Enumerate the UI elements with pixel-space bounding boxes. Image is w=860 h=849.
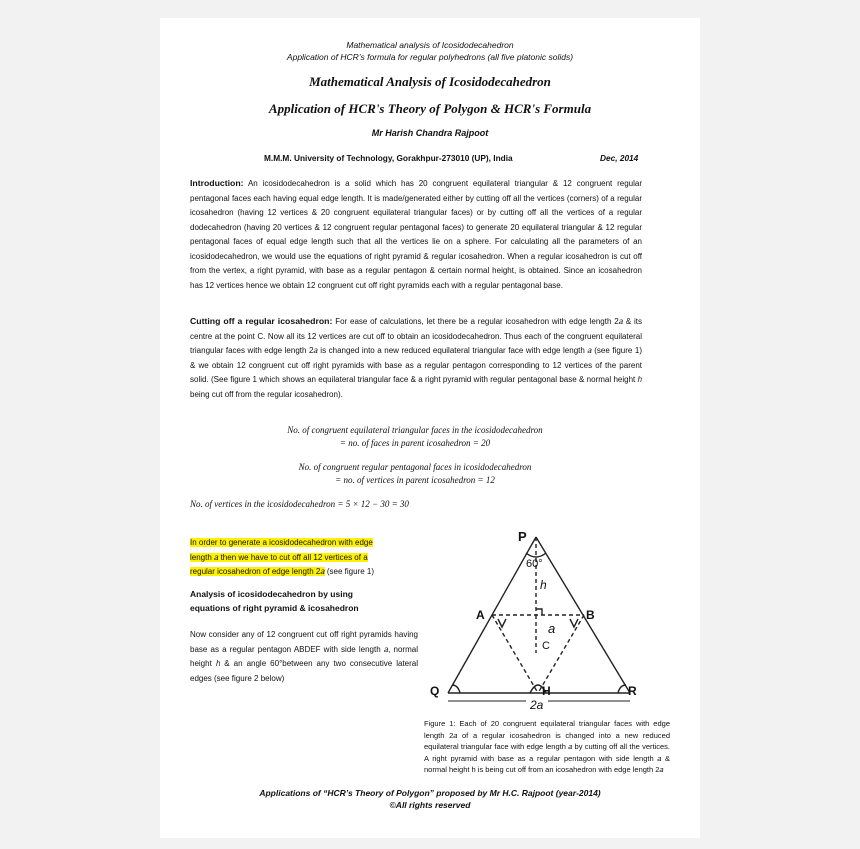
- document-page: [160, 18, 700, 838]
- highlight-line1: In order to generate a icosidodecahedron with edge: [190, 538, 373, 547]
- cut-line-bh: [538, 615, 584, 693]
- label-a-length: a: [548, 621, 556, 636]
- analysis-heading: [190, 587, 418, 615]
- angle-b-mark: [570, 619, 578, 627]
- figure-1: [426, 523, 640, 713]
- equation-1-line2: = no. of faces in parent icosahedron = 20: [339, 438, 491, 448]
- paper-title: Mathematical Analysis of Icosidodecahedron: [309, 74, 551, 89]
- label-h-vertex: H: [542, 684, 551, 698]
- footer-line1: Applications of “HCR’s Theory of Polygon” proposed by Mr H.C. Rajpoot (year-2014): [259, 788, 601, 798]
- highlight-line2: length 𝑎 then we have to cut off all 12 vertices of a: [190, 552, 368, 562]
- equation-1-line1: No. of congruent equilateral triangular faces in the icosidodecahedron: [287, 425, 543, 435]
- author-name: Mr Harish Chandra Rajpoot: [371, 128, 489, 138]
- equation-2-line1: No. of congruent regular pentagonal faces in icosidodecahedron: [298, 462, 532, 472]
- label-b-vertex: B: [586, 608, 595, 622]
- label-base-length: 2a: [530, 698, 544, 712]
- label-c: C: [542, 640, 550, 652]
- angle-r-arc: [618, 685, 626, 693]
- label-q: Q: [430, 684, 440, 698]
- running-header-line1: Mathematical analysis of Icosidodecahedron: [346, 40, 514, 50]
- cutting-text: For ease of calculations, let there be a regular icosahedron with edge length 2𝑎 & its centre at the point C. Now all its 12 vertices are cut off to obtain an icosidodecahedron. Thus each of the congruent equilateral triangular faces with edge length 2𝑎 is changed into a new reduced equilateral triangular face with edge length 𝑎 (see figure 1) & we obtain 12 congruent cut off right pyramids with base as a regular pentagon corresponding to 12 vertices of the parent solid. (See figure 1 which shows an equilateral triangular face & a right pyramid with regular pentagonal base & normal height ℎ being cut off from the regular icosahedron).: [190, 317, 642, 399]
- analysis-heading-line2: equations of right pyramid & icosahedron: [190, 603, 359, 613]
- equation-3: No. of vertices in the icosidodecahedron = 5 × 12 − 30 = 30: [190, 499, 409, 509]
- figure-1-caption: Figure 1: Each of 20 congruent equilateral triangular faces with edge length 2𝑎 of a regular icosahedron is changed into a new reduced equilateral triangular face with edge length 𝑎 by cutting off all the vertices. A right pyramid with base as a regular pentagon with side length 𝑎 & normal height h is being cut off from an icosahedron with edge length 2𝑎: [424, 719, 670, 774]
- introduction-text: An icosidodecahedron is a solid which has 20 congruent equilateral triangular & 12 congruent regular pentagonal faces each having equal edge length. It is made/generated either by cutting off all the vertices (corners) of a regular icosahedron (having 12 vertices & 20 congruent equilateral triangular faces) or by cutting off all the vertices of a regular dodecahedron (having 20 vertices & 12 congruent regular pentagonal faces) to generate 20 equilateral triangular & 12 regular pentagonal faces of equal edge length such that all the vertices lie on a sphere. For calculating all the parameters of an icosidodecahedron, we would use the equations of right pyramid & regular icosahedron. When a regular icosahedron is cut off from the vertex, a right pyramid, with base as a regular pentagon & certain normal height, is obtained. Since an icosahedron has 12 vertices hence we obtain 12 congruent cut off right pyramids each with a regular pentagonal base.: [190, 179, 642, 290]
- label-a-vertex: A: [476, 608, 485, 622]
- analysis-heading-line1: Analysis of icosidodecahedron by using: [190, 589, 353, 599]
- label-h: h: [540, 578, 547, 592]
- figure-1-diagram: [426, 523, 640, 713]
- right-angle-mark: [536, 609, 542, 615]
- highlight-line3: regular icosahedron of edge length 2𝑎: [190, 567, 325, 576]
- cutting-paragraph: [190, 314, 642, 402]
- introduction-paragraph: [190, 176, 642, 293]
- label-angle: 60°: [526, 558, 543, 570]
- highlight-after: (see figure 1): [324, 567, 375, 576]
- author-affiliation: M.M.M. University of Technology, Gorakhpur-273010 (UP), India: [264, 153, 513, 163]
- introduction-heading: Introduction:: [190, 178, 244, 188]
- cut-line-ah: [492, 615, 538, 693]
- paper-subtitle: Application of HCR's Theory of Polygon & HCR's Formula: [268, 101, 592, 116]
- analysis-paragraph: Now consider any of 12 congruent cut off right pyramids having base as a regular pentagon ABDEF with side length 𝑎, normal height ℎ & an angle 60°between any two consecutive lateral edges (see figure 2 below): [190, 630, 418, 683]
- highlighted-note: [190, 536, 418, 580]
- label-r: R: [628, 684, 637, 698]
- equation-2-line2: = no. of vertices in parent icosahedron = 12: [335, 475, 495, 485]
- angle-a-mark: [498, 619, 506, 627]
- footer-line2: ©All rights reserved: [389, 800, 471, 810]
- angle-q-arc: [452, 685, 460, 693]
- running-header-line2: Application of HCR’s formula for regular polyhedrons (all five platonic solids): [286, 52, 574, 62]
- label-p: P: [518, 529, 527, 544]
- cutting-heading: Cutting off a regular icosahedron:: [190, 316, 333, 326]
- paper-date: Dec, 2014: [600, 153, 639, 163]
